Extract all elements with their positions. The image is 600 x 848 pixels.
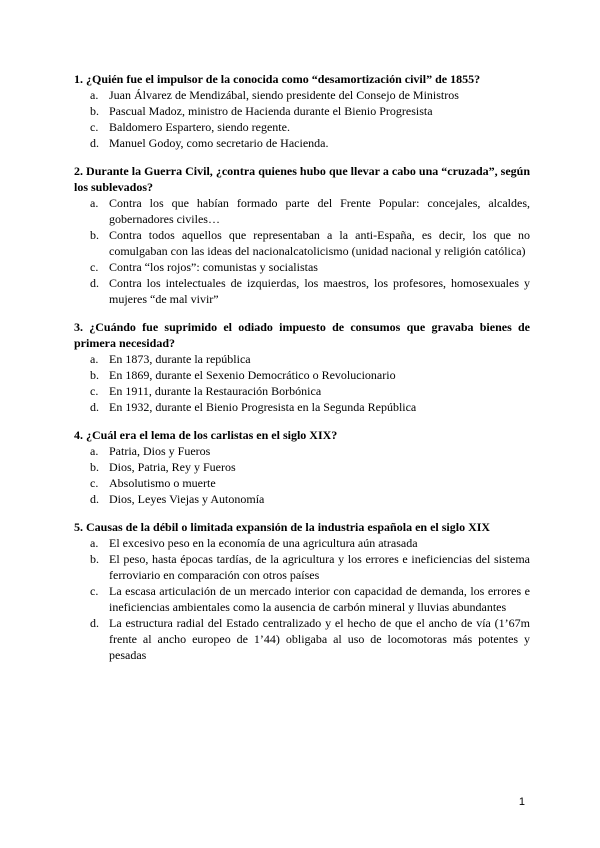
question-title: 2. Durante la Guerra Civil, ¿contra quienes hubo que llevar a cabo una “cruzada”, según los sublevados? — [74, 164, 530, 194]
question-title: 5. Causas de la débil o limitada expansión de la industria española en el siglo XIX — [74, 520, 491, 534]
option-letter: a. — [90, 88, 99, 102]
option-item — [74, 475, 530, 491]
option-text: El excesivo peso en la economía de una agricultura aún atrasada — [109, 536, 418, 550]
option-item — [74, 491, 530, 507]
option-text: Dios, Patria, Rey y Fueros — [109, 460, 236, 474]
option-item — [74, 459, 530, 475]
option-item — [74, 551, 530, 583]
option-item — [74, 103, 530, 119]
option-letter: b. — [90, 552, 99, 566]
option-item — [74, 535, 530, 551]
question-title: 4. ¿Cuál era el lema de los carlistas en el siglo XIX? — [74, 428, 338, 442]
option-item — [74, 135, 530, 151]
option-item — [74, 227, 530, 259]
option-list — [74, 87, 530, 151]
option-letter: a. — [90, 444, 99, 458]
question-5 — [74, 519, 530, 663]
option-text: La estructura radial del Estado centralizado y el hecho de que el ancho de vía (1’67m frente al ancho europeo de 1’44) obligaba al uso de locomotoras más potentes y pesadas — [109, 616, 530, 662]
option-letter: d. — [90, 136, 99, 150]
option-letter: c. — [90, 584, 99, 598]
option-text: La escasa articulación de un mercado interior con capacidad de demanda, los errores e ineficiencias ambientales como la ausencia de carbón mineral y lluvias abundantes — [109, 584, 530, 614]
option-item — [74, 399, 530, 415]
option-letter: a. — [90, 196, 99, 210]
option-letter: d. — [90, 616, 99, 630]
question-title: 1. ¿Quién fue el impulsor de la conocida como “desamortización civil” de 1855? — [74, 72, 481, 86]
option-list — [74, 535, 530, 663]
option-text: Contra los intelectuales de izquierdas, los maestros, los profesores, homosexuales y mujeres “de mal vivir” — [109, 276, 530, 306]
option-text: Absolutismo o muerte — [109, 476, 216, 490]
question-list — [74, 71, 530, 675]
option-list — [74, 443, 530, 507]
option-item — [74, 119, 530, 135]
question-2 — [74, 163, 530, 307]
option-letter: d. — [90, 400, 99, 414]
option-letter: b. — [90, 104, 99, 118]
option-letter: d. — [90, 276, 99, 290]
question-3 — [74, 319, 530, 415]
option-text: Contra los que habían formado parte del Frente Popular: concejales, alcaldes, gobernadores civiles… — [109, 196, 530, 226]
option-letter: a. — [90, 536, 99, 550]
option-item — [74, 195, 530, 227]
option-item — [74, 87, 530, 103]
page-number: 1 — [518, 796, 525, 808]
option-letter: c. — [90, 120, 99, 134]
option-text: Patria, Dios y Fueros — [109, 444, 211, 458]
option-text: Dios, Leyes Viejas y Autonomía — [109, 492, 265, 506]
option-letter: c. — [90, 260, 99, 274]
option-text: Pascual Madoz, ministro de Hacienda durante el Bienio Progresista — [109, 104, 433, 118]
option-item — [74, 615, 530, 663]
option-list — [74, 195, 530, 307]
question-title: 3. ¿Cuándo fue suprimido el odiado impuesto de consumos que gravaba bienes de primera necesidad? — [74, 320, 530, 350]
option-text: El peso, hasta épocas tardías, de la agricultura y los errores e ineficiencias del sistema ferroviario en comparación con otros países — [109, 552, 530, 582]
option-text: Baldomero Espartero, siendo regente. — [109, 120, 290, 134]
option-item — [74, 275, 530, 307]
option-item — [74, 583, 530, 615]
option-item — [74, 383, 530, 399]
option-text: Contra “los rojos”: comunistas y socialistas — [109, 260, 318, 274]
option-item — [74, 367, 530, 383]
option-item — [74, 443, 530, 459]
option-text: En 1869, durante el Sexenio Democrático o Revolucionario — [109, 368, 396, 382]
option-letter: b. — [90, 368, 99, 382]
option-letter: c. — [90, 384, 99, 398]
option-text: En 1873, durante la república — [109, 352, 251, 366]
option-letter: b. — [90, 228, 99, 242]
option-letter: b. — [90, 460, 99, 474]
option-letter: c. — [90, 476, 99, 490]
question-4 — [74, 427, 530, 507]
option-text: En 1932, durante el Bienio Progresista en la Segunda República — [109, 400, 417, 414]
question-1 — [74, 71, 530, 151]
option-list — [74, 351, 530, 415]
option-letter: d. — [90, 492, 99, 506]
option-letter: a. — [90, 352, 99, 366]
option-item — [74, 259, 530, 275]
option-text: Juan Álvarez de Mendizábal, siendo presidente del Consejo de Ministros — [109, 88, 459, 102]
option-text: Manuel Godoy, como secretario de Hacienda. — [109, 136, 329, 150]
option-text: En 1911, durante la Restauración Borbónica — [109, 384, 322, 398]
option-text: Contra todos aquellos que representaban a la anti-España, es decir, los que no comulgaban con las ideas del nacionalcatolicismo (unidad nacional y religión católica) — [109, 228, 530, 258]
option-item — [74, 351, 530, 367]
